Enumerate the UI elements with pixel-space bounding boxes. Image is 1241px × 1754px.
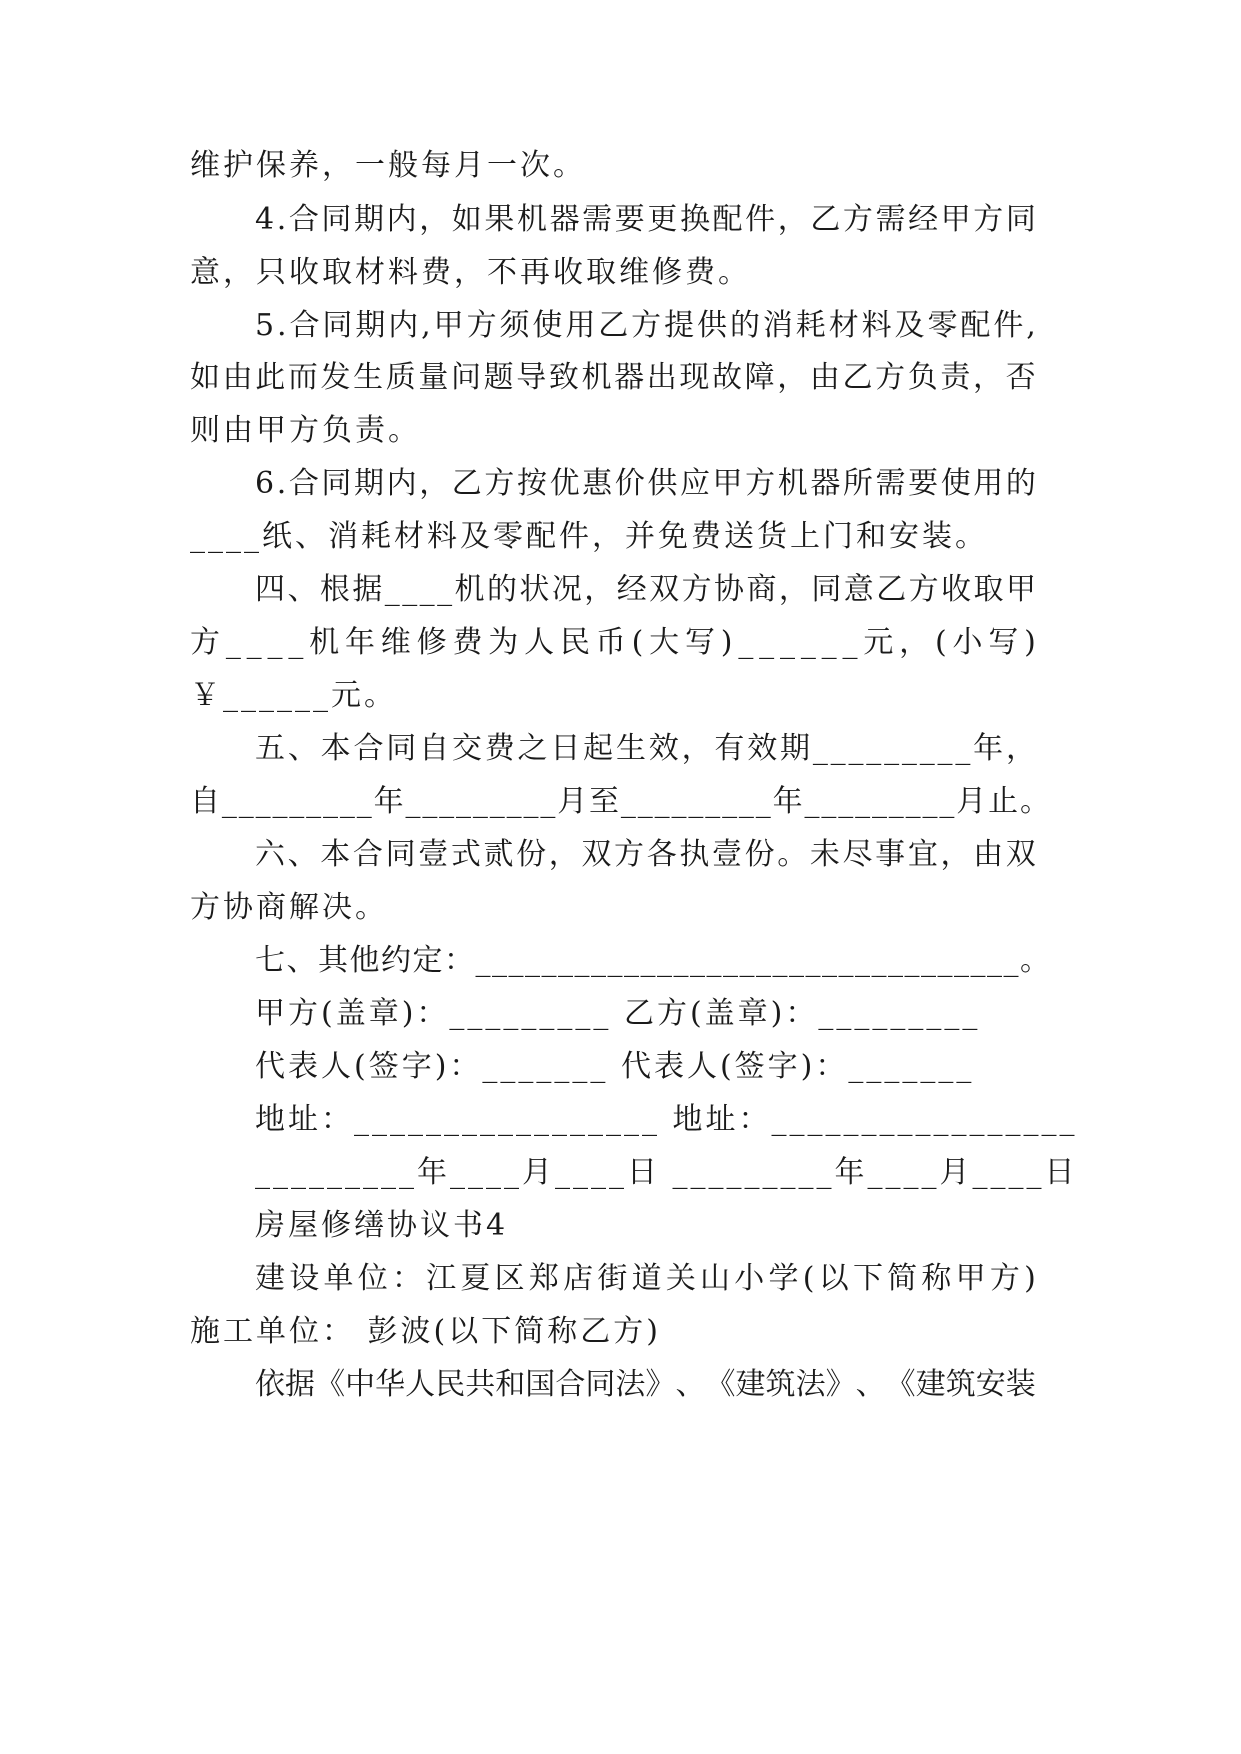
text-line: 4 . 合 同 期 内 ， 如 果 机 器 需 要 更 换 配 件 ， 乙 方 需 经 甲 方 同 bbox=[255, 202, 1036, 237]
text-line: ____纸、消耗材料及零配件，并免费送货上门和安装。 bbox=[190, 519, 988, 554]
text-line: 四 、 根 据 _ _ _ _ 机 的 状 况 ， 经 双 方 协 商 ， 同 意 乙 方 收 取 甲 bbox=[255, 572, 1036, 607]
text-line: 如 由 此 而 发 生 质 量 问 题 导 致 机 器 出 现 故 障 ， 由 乙 方 负 责 ， 否 bbox=[190, 360, 1036, 395]
text-line: 代表人(签字)：_______ 代表人(签字)：_______ bbox=[255, 1049, 975, 1084]
text-line: 七 、 其 他 约 定 ： _ _ _ _ _ _ _ _ _ _ _ _ _ _ _ _ _ _ _ _ _ _ _ _ _ _ _ _ _ _ _ _ _ 。 bbox=[255, 943, 1050, 978]
text-line: 5 . 合 同 期 内 , 甲 方 须 使 用 乙 方 提 供 的 消 耗 材 料 及 零 配 件 , bbox=[255, 308, 1036, 343]
text-line: 依 据 《 中 华 人 民 共 和 国 合 同 法 》 、 《 建 筑 法 》 、 《 建 筑 安 装 bbox=[255, 1367, 1036, 1402]
text-line: _________年____月____日 _________年____月____日 bbox=[255, 1155, 1078, 1190]
text-line: 维护保养，一般每月一次。 bbox=[190, 148, 586, 183]
text-line: 意，只收取材料费，不再收取维修费。 bbox=[190, 255, 751, 290]
text-line: 六 、 本 合 同 壹 式 贰 份 ， 双 方 各 执 壹 份 。 未 尽 事 宜 ， 由 双 bbox=[255, 837, 1036, 872]
text-line: 地址：_________________ 地址：_________________ bbox=[255, 1102, 1078, 1137]
text-line: 自 _ _ _ _ _ _ _ _ _ 年 _ _ _ _ _ _ _ _ _ 月 至 _ _ _ _ _ _ _ _ _ 年 _ _ _ _ _ _ _ _ _ 月 止 。 bbox=[190, 784, 1050, 819]
text-line: 施工单位： 彭波(以下简称乙方) bbox=[190, 1314, 661, 1349]
text-line: 方 _ _ _ _ 机 年 维 修 费 为 人 民 币 ( 大 写 ) _ _ _ _ _ _ 元 ， ( 小 写 ) bbox=[190, 625, 1036, 660]
text-line: ￥______元。 bbox=[190, 678, 397, 713]
text-line: 则由甲方负责。 bbox=[190, 413, 421, 448]
section-heading: 房屋修缮协议书4 bbox=[255, 1208, 509, 1243]
text-line: 甲方(盖章)：_________ 乙方(盖章)：_________ bbox=[255, 996, 981, 1031]
text-line: 建 设 单 位 ： 江 夏 区 郑 店 街 道 关 山 小 学 ( 以 下 简 称 甲 方 ) bbox=[255, 1261, 1036, 1296]
text-line: 6 . 合 同 期 内 ， 乙 方 按 优 惠 价 供 应 甲 方 机 器 所 需 要 使 用 的 bbox=[255, 466, 1036, 501]
text-line: 五 、 本 合 同 自 交 费 之 日 起 生 效 ， 有 效 期 _ _ _ _ _ _ _ _ _ 年 ， bbox=[255, 731, 1036, 766]
text-line: 方协商解决。 bbox=[190, 890, 388, 925]
